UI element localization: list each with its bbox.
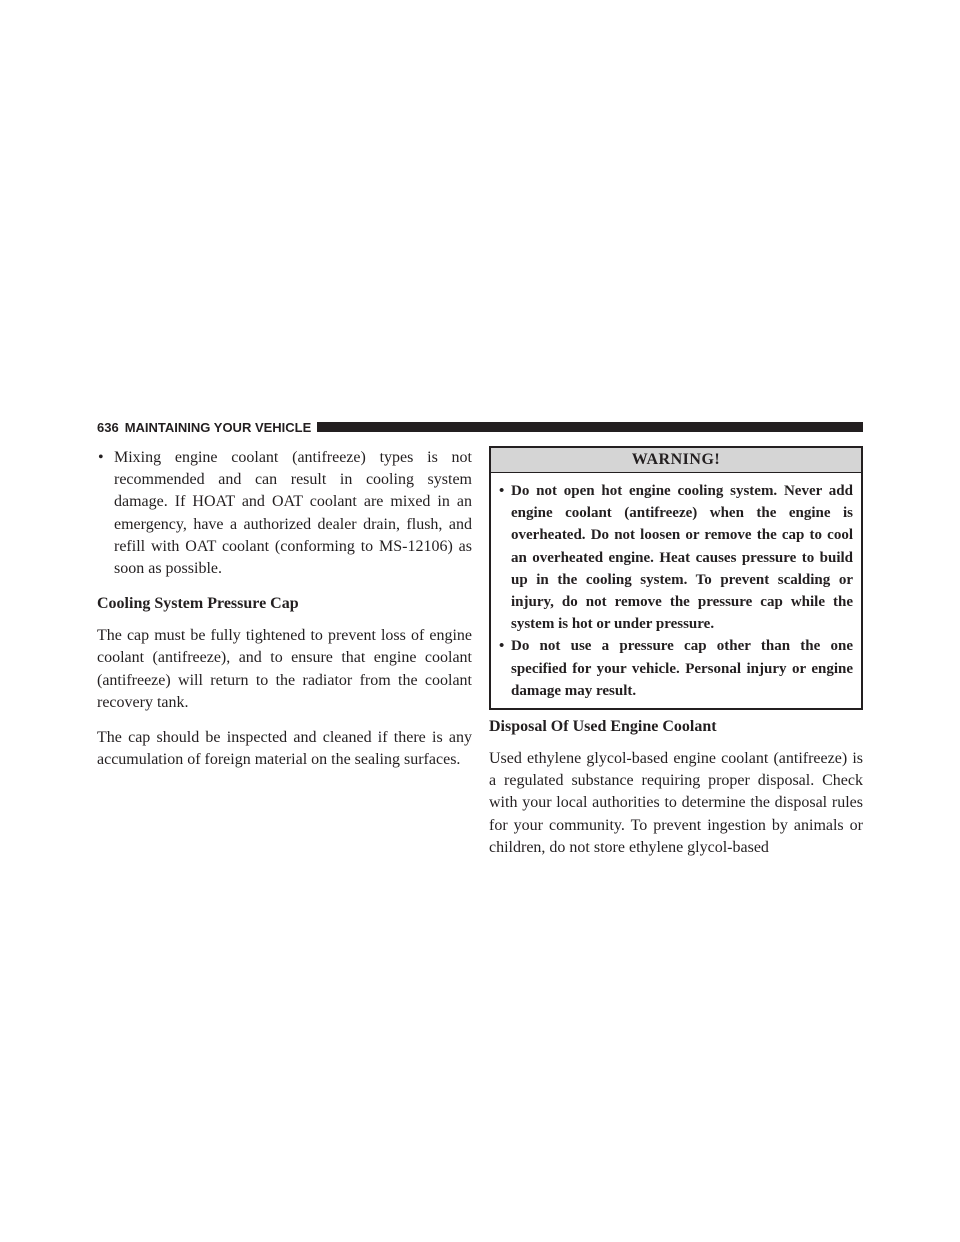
bullet-icon: • bbox=[499, 483, 505, 499]
bullet-icon: • bbox=[499, 638, 505, 655]
bullet-icon: • bbox=[98, 449, 104, 466]
paragraph: The cap must be fully tightened to prevent loss of engine coolant (antifreeze), and to ensure that engine coolant (antifreeze) will return to the radiator from the coolant recovery tank. bbox=[97, 627, 472, 711]
subheading-disposal: Disposal Of Used Engine Coolant bbox=[489, 718, 717, 736]
warning-title: WARNING! bbox=[491, 448, 861, 473]
right-column bbox=[489, 446, 863, 872]
subheading-pressure-cap: Cooling System Pressure Cap bbox=[97, 595, 299, 613]
bullet-text: Mixing engine coolant (antifreeze) types is not recommended and can result in cooling system damage. If HOAT and OAT coolant are mixed in an emergency, have a authorized dealer drain, flush, and refill with OAT coolant (conforming to MS-12106) as soon as possible. bbox=[114, 449, 472, 578]
header-rule bbox=[317, 422, 863, 432]
paragraph: The cap should be inspected and cleaned if there is any accumulation of foreign material on the sealing surfaces. bbox=[97, 729, 472, 769]
warning-body bbox=[491, 473, 861, 708]
list-item bbox=[97, 447, 472, 580]
page-header bbox=[97, 417, 863, 437]
section-title: MAINTAINING YOUR VEHICLE bbox=[124, 419, 312, 435]
left-column bbox=[97, 447, 472, 784]
warning-item bbox=[499, 635, 853, 702]
page-number: 636 bbox=[97, 419, 119, 435]
warning-text: Do not open hot engine cooling system. Never add engine coolant (antifreeze) when the engine is overheated. Do not loosen or remove the cap to cool an overheated engine. Heat causes pressure to build up in the cooling system. To prevent scalding or injury, do not remove the pressure cap while the system is hot or under pressure. bbox=[511, 483, 853, 633]
warning-text: Do not use a pressure cap other than the one specified for your vehicle. Personal injury or engine damage may result. bbox=[511, 638, 853, 699]
warning-item bbox=[499, 480, 853, 635]
warning-box bbox=[489, 446, 863, 710]
paragraph: Used ethylene glycol-based engine coolant (antifreeze) is a regulated substance requiring proper disposal. Check with your local authorities to determine the disposal rules for your community. To prevent ingestion by animals or children, do not store ethylene glycol-based bbox=[489, 750, 863, 856]
